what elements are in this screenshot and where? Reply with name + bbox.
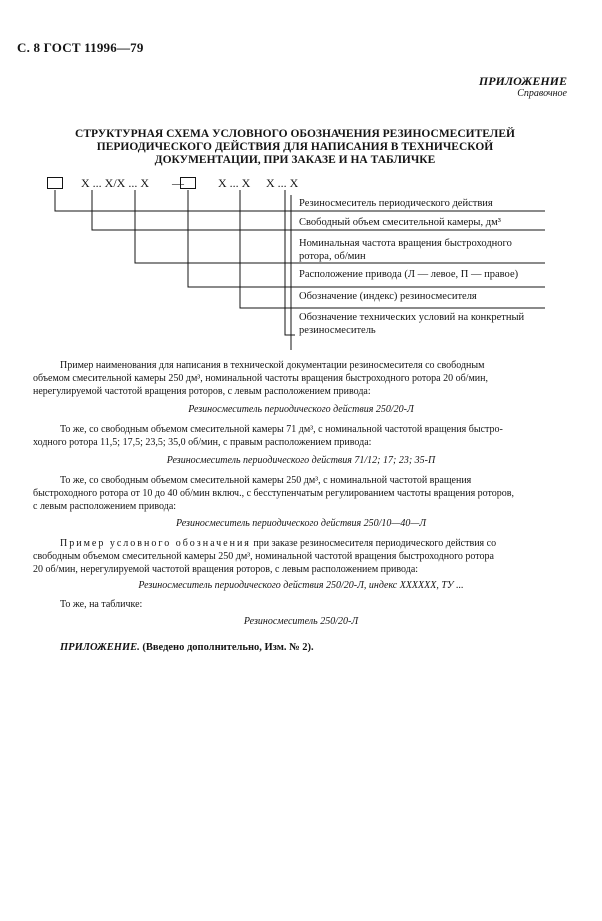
title-line: ДОКУМЕНТАЦИИ, ПРИ ЗАКАЗЕ И НА ТАБЛИЧКЕ <box>154 154 436 166</box>
paragraph-line <box>60 537 496 550</box>
paragraph-line: нерегулируемой частотой вращения роторов, с левым расположением привода: <box>33 386 371 397</box>
scheme-item-line: Обозначение технических условий на конкретный <box>299 312 525 323</box>
scheme-segment-tu: Х ... Х <box>266 176 299 190</box>
example-name-1: Резиносмеситель периодического действия 250/20-Л <box>188 404 414 415</box>
paragraph-line: Пример наименования для написания в технической документации резиносмесителя со свободным <box>60 360 485 371</box>
scheme-item-line: ротора, об/мин <box>299 251 366 262</box>
footer-note <box>60 642 314 653</box>
paragraph-line: объемом смесительной камеры 250 дм³, номинальной частоты вращения быстроходного ротора 20 об/мин, <box>33 373 488 384</box>
scheme-item-line: резиносмеситель <box>299 325 376 336</box>
paragraph-line: с левым расположением привода: <box>33 501 177 512</box>
page-header: С. 8 ГОСТ 11996—79 <box>17 40 144 55</box>
title-line: СТРУКТУРНАЯ СХЕМА УСЛОВНОГО ОБОЗНАЧЕНИЯ РЕЗИНОСМЕСИТЕЛЕЙ <box>75 128 515 140</box>
scheme-item-machine: Резиносмеситель периодического действия <box>299 198 493 209</box>
paragraph-line: То же, со свободным объемом смесительной камеры 250 дм³, с номинальной частотой вращения <box>60 475 472 486</box>
footer-italic: ПРИЛОЖЕНИЕ. <box>60 642 140 653</box>
footer-text: (Введено дополнительно, Изм. № 2). <box>139 642 314 653</box>
paragraph-line: быстроходного ротора от 10 до 40 об/мин включ., с бесступенчатым регулированием частоты вращения роторов, <box>33 488 515 499</box>
example-name-5: Резиносмеситель 250/20-Л <box>243 616 359 627</box>
appendix-subtitle: Справочное <box>517 88 567 99</box>
example-name-4: Резиносмеситель периодического действия 250/20-Л, индекс ХХХХХХ, ТУ ... <box>138 580 464 591</box>
paragraph-line: 20 об/мин, нерегулируемой частотой вращения роторов, с левым расположением привода: <box>33 564 419 575</box>
spaced-heading: Пример условного обозначения <box>60 538 251 549</box>
example-name-2: Резиносмеситель периодического действия 71/12; 17; 23; 35-П <box>166 455 436 466</box>
scheme-item-index: Обозначение (индекс) резиносмесителя <box>299 291 477 302</box>
paragraph-text: при заказе резиносмесителя периодического действия со <box>250 538 497 549</box>
paragraph-line: свободным объемом смесительной камеры 250 дм³, номинальной частотой вращения быстроходного ротора <box>33 551 494 562</box>
paragraph-line: ходного ротора 11,5; 17,5; 23,5; 35,0 об/мин, с правым расположением привода: <box>33 437 372 448</box>
scheme-item-drive: Расположение привода (Л — левое, П — правое) <box>299 269 519 280</box>
scheme-item-volume: Свободный объем смесительной камеры, дм³ <box>299 217 501 228</box>
scheme-item-speed <box>299 237 512 263</box>
scheme-item-tu <box>299 311 524 337</box>
title-line: ПЕРИОДИЧЕСКОГО ДЕЙСТВИЯ ДЛЯ НАПИСАНИЯ В ТЕХНИЧЕСКОЙ <box>96 141 494 153</box>
appendix-title: ПРИЛОЖЕНИЕ <box>478 74 567 88</box>
paragraph-line: То же, на табличке: <box>60 599 143 610</box>
scheme-item-line: Номинальная частота вращения быстроходного <box>299 238 512 249</box>
example-name-3: Резиносмеситель периодического действия 250/10—40—Л <box>176 518 426 529</box>
scheme-segment-index: Х ... Х <box>218 176 251 190</box>
paragraph-line: То же, со свободным объемом смесительной камеры 71 дм³, с номинальной частотой вращения быстро- <box>60 424 503 435</box>
scheme-dash: — <box>172 176 184 190</box>
scheme-segment-volume-speed: Х ... Х/Х ... Х <box>81 176 149 190</box>
